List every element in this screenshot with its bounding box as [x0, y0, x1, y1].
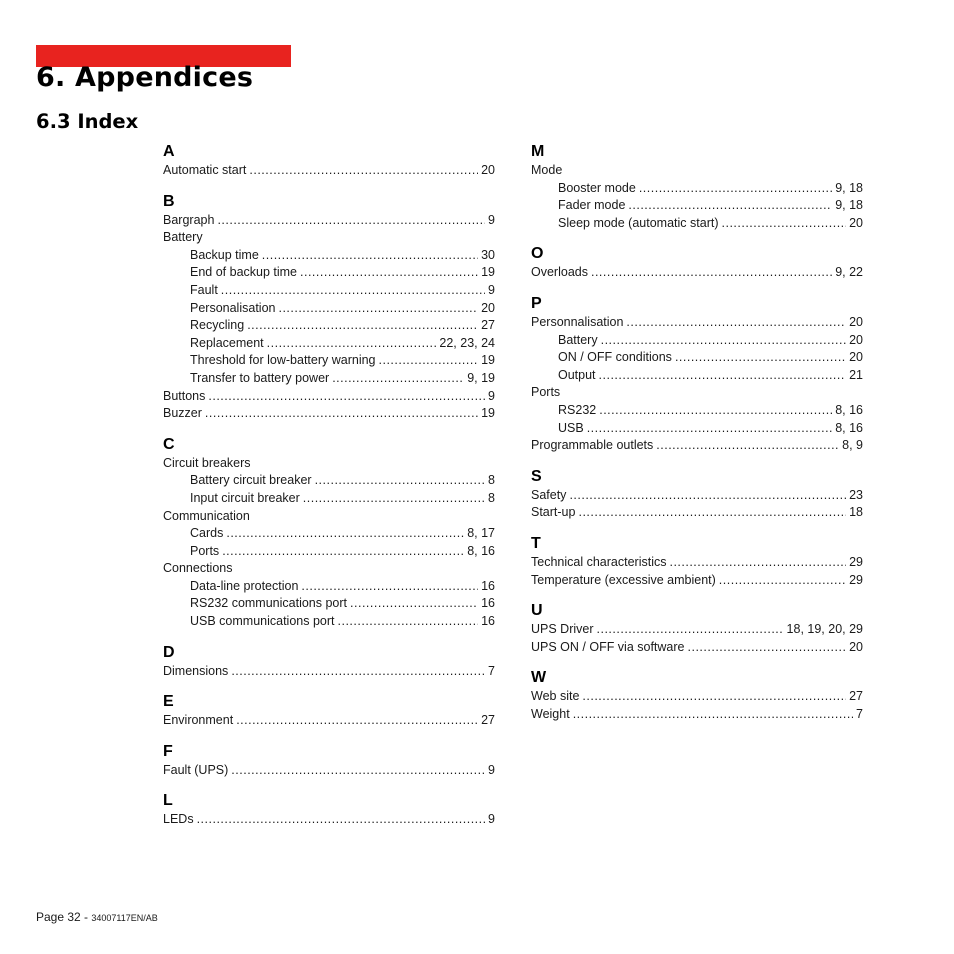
dot-leader: [599, 367, 847, 385]
dot-leader: [222, 543, 464, 561]
index-entry: [163, 762, 495, 780]
index-term: Data-line protection: [190, 578, 299, 593]
index-entry: [163, 388, 495, 406]
index-section-m: [531, 142, 863, 232]
index-entry: [163, 560, 495, 578]
index-pages: 7: [488, 663, 495, 678]
dot-leader: [303, 490, 485, 508]
index-term: Communication: [163, 508, 250, 523]
index-subentry: [163, 543, 495, 561]
dot-leader: [350, 595, 478, 613]
index-letter: A: [163, 143, 175, 160]
index-pages: 8: [488, 473, 495, 488]
index-pages: 9, 18: [835, 198, 863, 213]
index-section-w: [531, 668, 863, 723]
index-term: Dimensions: [163, 663, 229, 678]
index-section-s: [531, 467, 863, 522]
index-term: Personalisation: [190, 300, 276, 315]
index-entry: [163, 405, 495, 423]
index-term: Technical characteristics: [531, 554, 667, 569]
index-term: Output: [558, 367, 596, 382]
index-letter: P: [531, 294, 542, 312]
index-term: Ports: [531, 385, 561, 400]
index-pages: 9: [488, 812, 495, 827]
dot-leader: [236, 712, 478, 730]
index-subentry: [163, 300, 495, 318]
index-entry: [531, 688, 863, 706]
index-subentry: [531, 180, 863, 198]
index-pages: 30: [481, 247, 495, 262]
index-term: Replacement: [190, 335, 264, 350]
index-pages: 29: [849, 554, 863, 569]
dot-leader: [675, 349, 846, 367]
dot-leader: [379, 352, 479, 370]
index-term: Connections: [163, 561, 233, 576]
dot-leader: [338, 613, 479, 631]
index-pages: 8, 17: [467, 526, 495, 541]
index-term: Temperature (excessive ambient): [531, 572, 716, 587]
index-pages: 20: [849, 332, 863, 347]
dot-leader: [639, 180, 832, 198]
index-term: Web site: [531, 689, 580, 704]
index-letter: M: [531, 143, 545, 160]
index-subentry: [531, 367, 863, 385]
index-entry: [531, 554, 863, 572]
dot-leader: [208, 388, 485, 406]
index-letter: T: [531, 534, 541, 552]
index-pages: 19: [481, 353, 495, 368]
index-pages: 27: [481, 713, 495, 728]
index-pages: 18: [849, 505, 863, 520]
dot-leader: [197, 811, 485, 829]
index-pages: 7: [856, 706, 863, 721]
index-pages: 23: [849, 487, 863, 502]
index-subentry: [163, 578, 495, 596]
dot-leader: [587, 420, 832, 438]
dot-leader: [591, 264, 832, 282]
dot-leader: [221, 282, 485, 300]
index-term: Ports: [190, 543, 220, 558]
index-entry: [531, 621, 863, 639]
page-number-label: Page 32 -: [36, 910, 92, 924]
index-entry: [163, 508, 495, 526]
index-subentry: [163, 490, 495, 508]
index-term: Booster mode: [558, 180, 636, 195]
index-term: Buzzer: [163, 406, 202, 421]
index-pages: 16: [481, 596, 495, 611]
index-entry: [531, 706, 863, 724]
index-subentry: [163, 595, 495, 613]
dot-leader: [217, 212, 485, 230]
index-entry: [531, 639, 863, 657]
index-section-a: [163, 142, 495, 180]
index-term: Weight: [531, 706, 570, 721]
index-section-c: [163, 435, 495, 631]
index-term: UPS ON / OFF via software: [531, 639, 685, 654]
index-term: USB: [558, 420, 584, 435]
index-pages: 20: [849, 639, 863, 654]
index-pages: 8: [488, 490, 495, 505]
index-pages: 9, 19: [467, 370, 495, 385]
index-term: LEDs: [163, 812, 194, 827]
document-code: 34007117EN/AB: [91, 913, 158, 923]
index-term: Fader mode: [558, 198, 626, 213]
index-pages: 8, 16: [467, 543, 495, 558]
index-section-p: [531, 294, 863, 455]
index-term: RS232 communications port: [190, 596, 348, 611]
index-term: RS232: [558, 402, 597, 417]
index-subentry: [163, 370, 495, 388]
index-section-l: [163, 791, 495, 829]
index-letter: E: [163, 693, 174, 711]
dot-leader: [267, 335, 437, 353]
index-section-d: [163, 643, 495, 681]
index-subentry: [531, 420, 863, 438]
index-letter: O: [531, 245, 544, 263]
index-subentry: [531, 332, 863, 350]
index-term: Safety: [531, 487, 567, 502]
dot-leader: [301, 578, 478, 596]
index-term: Threshold for low-battery warning: [190, 353, 376, 368]
index-subentry: [531, 197, 863, 215]
dot-leader: [249, 162, 478, 180]
dot-leader: [656, 437, 839, 455]
page-footer: [36, 910, 158, 924]
dot-leader: [626, 314, 846, 332]
index-subentry: [531, 402, 863, 420]
index-entry: [163, 229, 495, 247]
index-subentry: [163, 247, 495, 265]
dot-leader: [262, 247, 478, 265]
index-pages: 8, 9: [842, 438, 863, 453]
index-section-o: [531, 244, 863, 282]
index-term: Sleep mode (automatic start): [558, 215, 719, 230]
index-pages: 27: [849, 689, 863, 704]
index-entry: [531, 437, 863, 455]
index-section-f: [163, 742, 495, 780]
dot-leader: [247, 317, 478, 335]
index-entry: [163, 663, 495, 681]
index-subentry: [531, 349, 863, 367]
index-pages: 9: [488, 388, 495, 403]
index-term: Transfer to battery power: [190, 370, 330, 385]
index-term: Cards: [190, 526, 224, 541]
index-entry: [163, 212, 495, 230]
index-term: UPS Driver: [531, 622, 594, 637]
dot-leader: [719, 572, 846, 590]
index-term: Programmable outlets: [531, 438, 654, 453]
index-term: Recycling: [190, 318, 245, 333]
index-column-left: [163, 142, 495, 841]
index-pages: 9, 18: [835, 180, 863, 195]
index-pages: 16: [481, 614, 495, 629]
index-subentry: [531, 215, 863, 233]
dot-leader: [578, 504, 846, 522]
index-pages: 27: [481, 318, 495, 333]
index-entry: [531, 384, 863, 402]
page-title: 6. Appendices: [36, 62, 254, 93]
index-letter: B: [163, 192, 175, 210]
index-subentry: [163, 472, 495, 490]
index-pages: 9: [488, 762, 495, 777]
index-term: Fault: [190, 282, 218, 297]
index-term: Battery circuit breaker: [190, 473, 312, 488]
index-subentry: [163, 335, 495, 353]
dot-leader: [315, 472, 485, 490]
dot-leader: [231, 663, 485, 681]
index-entry: [531, 572, 863, 590]
dot-leader: [597, 621, 784, 639]
index-pages: 9: [488, 212, 495, 227]
index-letter: U: [531, 602, 543, 620]
dot-leader: [628, 197, 832, 215]
index-pages: 8, 16: [835, 420, 863, 435]
index-term: Mode: [531, 163, 563, 177]
index-letter: C: [163, 435, 175, 453]
index-pages: 20: [481, 300, 495, 315]
index-letter: L: [163, 792, 173, 810]
index-term: Buttons: [163, 388, 206, 403]
dot-leader: [599, 402, 832, 420]
dot-leader: [278, 300, 478, 318]
index-pages: 19: [481, 265, 495, 280]
index-term: Input circuit breaker: [190, 490, 300, 505]
index-term: Circuit breakers: [163, 455, 251, 470]
dot-leader: [332, 370, 464, 388]
section-title: 6.3 Index: [36, 110, 139, 133]
index-term: Battery: [558, 332, 598, 347]
index-pages: 18, 19, 20, 29: [786, 622, 863, 637]
index-term: Start-up: [531, 505, 576, 520]
index-pages: 20: [849, 215, 863, 230]
dot-leader: [688, 639, 847, 657]
dot-leader: [573, 706, 853, 724]
index-subentry: [163, 525, 495, 543]
dot-leader: [205, 405, 478, 423]
index-entry: [163, 162, 495, 180]
index-subentry: [163, 282, 495, 300]
index-section-u: [531, 601, 863, 656]
dot-leader: [231, 762, 485, 780]
dot-leader: [226, 525, 464, 543]
index-term: Automatic start: [163, 163, 247, 177]
index-term: Environment: [163, 713, 234, 728]
index-term: Battery: [163, 230, 203, 245]
index-term: Overloads: [531, 265, 588, 280]
index-subentry: [163, 613, 495, 631]
index-entry: [531, 487, 863, 505]
index-entry: [531, 504, 863, 522]
dot-leader: [722, 215, 847, 233]
index-entry: [531, 264, 863, 282]
index-pages: 9, 22: [835, 265, 863, 280]
index-letter: S: [531, 467, 542, 485]
index-entry: [531, 314, 863, 332]
dot-leader: [669, 554, 846, 572]
dot-leader: [582, 688, 846, 706]
index-letter: F: [163, 742, 173, 760]
index-letter: D: [163, 643, 175, 661]
index-pages: 21: [849, 367, 863, 382]
index-column-right: [531, 142, 863, 735]
index-term: Personnalisation: [531, 314, 624, 329]
index-term: Backup time: [190, 247, 259, 262]
index-letter: W: [531, 669, 547, 687]
index-pages: 20: [849, 314, 863, 329]
index-pages: 22, 23, 24: [439, 335, 495, 350]
index-pages: 9: [488, 282, 495, 297]
index-section-e: [163, 692, 495, 730]
index-entry: [163, 712, 495, 730]
dot-leader: [569, 487, 846, 505]
index-entry: [163, 455, 495, 473]
index-pages: 29: [849, 572, 863, 587]
dot-leader: [601, 332, 846, 350]
index-section-b: [163, 192, 495, 423]
index-entry: [531, 162, 863, 180]
index-pages: 20: [849, 350, 863, 365]
index-pages: 16: [481, 578, 495, 593]
index-subentry: [163, 264, 495, 282]
index-term: Bargraph: [163, 212, 215, 227]
index-entry: [163, 811, 495, 829]
index-pages: 20: [481, 163, 495, 177]
dot-leader: [300, 264, 478, 282]
index-subentry: [163, 352, 495, 370]
index-term: ON / OFF conditions: [558, 350, 672, 365]
index-pages: 19: [481, 406, 495, 421]
index-term: Fault (UPS): [163, 762, 229, 777]
index-term: End of backup time: [190, 265, 298, 280]
index-section-t: [531, 534, 863, 589]
index-term: USB communications port: [190, 614, 335, 629]
index-pages: 8, 16: [835, 402, 863, 417]
index-subentry: [163, 317, 495, 335]
